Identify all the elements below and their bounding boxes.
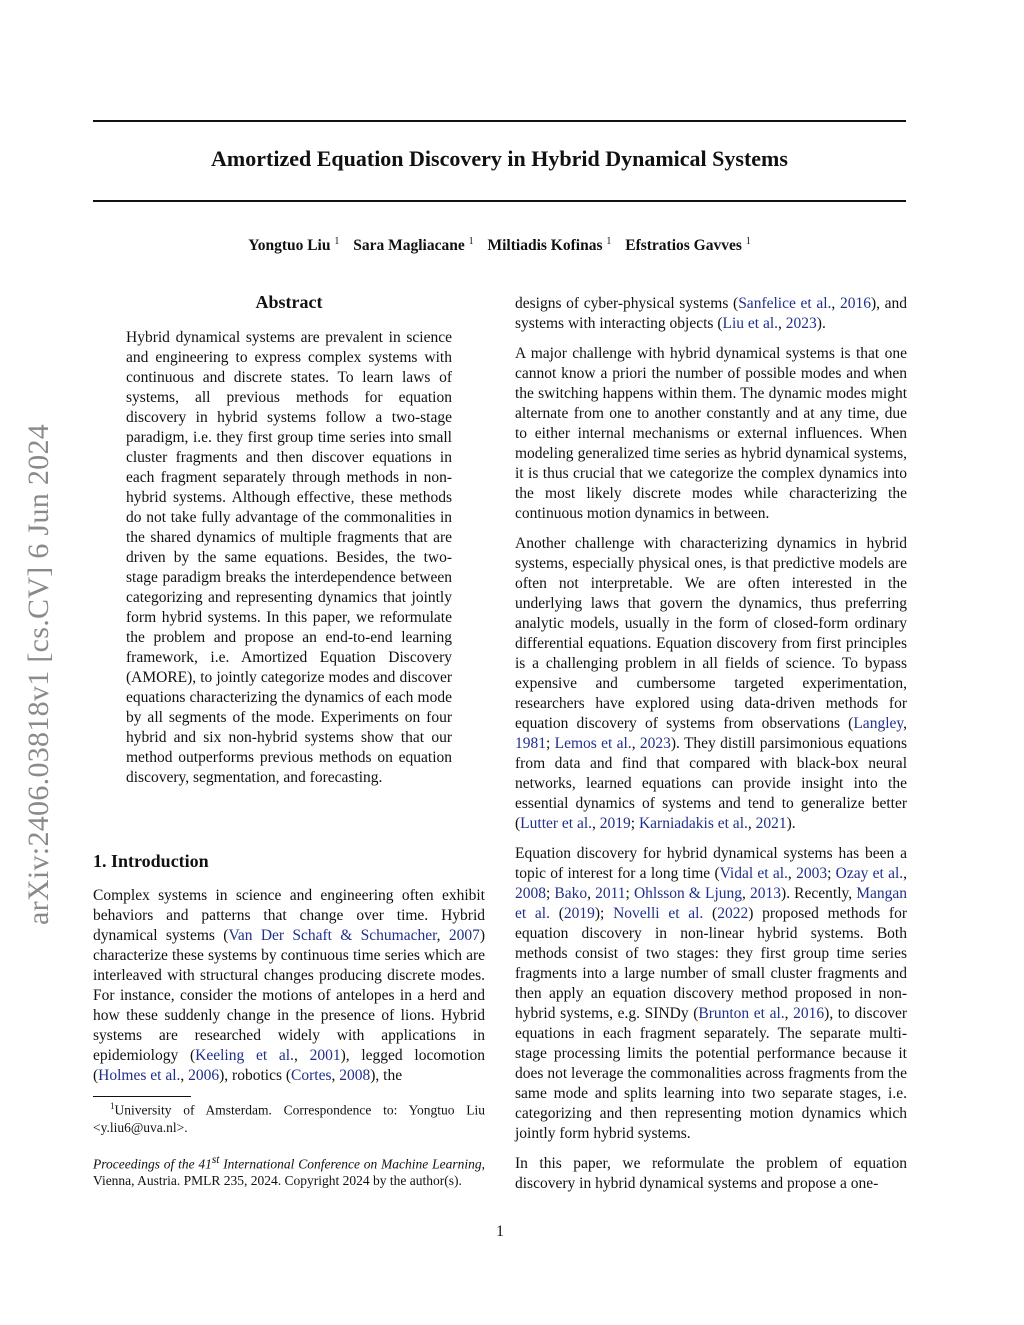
citation-link[interactable]: 2007: [448, 927, 480, 944]
paragraph: [515, 344, 907, 524]
citation-link[interactable]: Ozay et al.: [835, 865, 904, 882]
text-run: ) characterize these systems by continuous time series which are interleaved with structural changes producing discrete modes. For instance, consider the motions of antelopes in a herd and how these suddenly change in the presence of lions. Hybrid systems are researched widely with applications in epidemiology (: [93, 927, 486, 1064]
text-run: ;: [827, 865, 836, 882]
paragraph: [515, 1154, 907, 1194]
text-run: ). They distill parsimonious equations from data and find that compared with black-box neural networks, learned equations can provide insight into the essential dynamics of systems and tend to generalize better (: [515, 735, 907, 832]
text-run: ,: [903, 715, 907, 732]
text-run: ;: [546, 735, 555, 752]
text-run: ,: [787, 865, 797, 882]
text-run: Another challenge with characterizing dynamics in hybrid systems, especially physical ones, is that predictive models are often not interpretable. We are often interested in the underlying laws that govern the dynamics, thus preferring analytic models, usually in the form of closed-form ordinary differential equations. Equation discovery from first principles is a challenging problem in all fields of science. To bypass expensive and cumbersome targeted experimentation, researchers have explored using data-driven methods for equation discovery of systems from observations (: [515, 535, 907, 732]
paragraph: [515, 534, 907, 834]
paragraph: [93, 886, 485, 1086]
citation-link[interactable]: Langley: [853, 715, 904, 732]
citation-link[interactable]: 2019: [563, 905, 595, 922]
footnote: $^1$University of Amsterdam. Correspondence to: Yongtuo Liu <y.liu6@uva.nl>. Proceedings of the 41st International Conference on Machine Learning, Vienna, Austria. PMLR 235, 2024. Copyright 2024 by the author(s).: [93, 1101, 485, 1188]
citation-link[interactable]: Bako: [554, 885, 588, 902]
text-run: ;: [630, 815, 639, 832]
citation-link[interactable]: Novelli et al.: [613, 905, 704, 922]
text-run: ,: [631, 735, 640, 752]
text-run: ), robotics (: [219, 1067, 292, 1084]
citation-link[interactable]: Cortes: [291, 1067, 332, 1084]
text-run: ,: [587, 885, 596, 902]
text-run: designs of cyber-physical systems (: [515, 295, 739, 312]
citation-link[interactable]: 2022: [717, 905, 749, 922]
abstract-heading: Abstract: [255, 292, 323, 312]
text-run: Complex systems in science and engineering often exhibit behaviors and patterns that change over time. Hybrid dynamical systems (: [93, 887, 485, 944]
citation-link[interactable]: Brunton et al.: [698, 1005, 785, 1022]
title-bottom-rule: [93, 200, 906, 202]
text-run: A major challenge with hybrid dynamical systems is that one cannot know a priori the number of possible modes and when the switching happens within them. The dynamic modes might alternate from one to another constantly and at any time, due to either internal mechanisms or external influences. When modeling generalized time series as hybrid dynamical systems, it is thus crucial that we categorize the complex dynamics into the most likely discrete modes while characterizing the continuous motion dynamics in between.: [515, 345, 907, 522]
author: Sara Magliacane $^1$: [353, 236, 474, 255]
text-run: ,: [331, 1067, 340, 1084]
text-run: ), and systems with interacting objects (: [515, 295, 908, 332]
intro-right-column: [515, 294, 907, 1204]
text-run: ) proposed methods for equation discovery in non-linear hybrid systems. Both methods consist of two stages: they first group time series fragments into a large number of small cluster fragments and then apply an equation discovery method proposed in non-hybrid systems, e.g. SINDy (: [515, 905, 907, 1022]
affiliation-note: University of Amsterdam. Correspondence to: Yongtuo Liu <y.liu6@uva.nl>.: [93, 1102, 485, 1135]
text-run: ,: [436, 927, 449, 944]
author-list: [93, 236, 906, 255]
section-heading-introduction: 1. Introduction: [93, 851, 209, 871]
text-run: In this paper, we reformulate the problem of equation discovery in hybrid dynamical systems and propose a one-: [515, 1155, 907, 1192]
citation-link[interactable]: Lemos et al.: [554, 735, 632, 752]
citation-link[interactable]: 2003: [796, 865, 828, 882]
citation-link[interactable]: 2008: [515, 885, 546, 902]
text-run: ;: [625, 885, 634, 902]
text-run: ), the: [370, 1067, 403, 1084]
author: Yongtuo Liu $^1$: [248, 236, 340, 255]
text-run: ,: [831, 295, 840, 312]
text-run: ,: [592, 815, 600, 832]
text-run: ,: [293, 1047, 310, 1064]
intro-left-column: [93, 886, 485, 1096]
title-top-rule: [93, 120, 906, 122]
citation-link[interactable]: 1981: [515, 735, 546, 752]
text-run: ), to discover equations in each fragment separately. The separate multi-stage processing limits the potential performance because it does not leverage the commonalities across fragments from the same mode and splits learning into two separate stages, i.e. categorizing and then representing motion dynamics which jointly form hybrid systems.: [515, 1005, 907, 1142]
text-run: ).: [816, 315, 826, 332]
citation-link[interactable]: Holmes et al.: [98, 1067, 181, 1084]
citation-link[interactable]: Mangan et al.: [515, 885, 908, 922]
text-run: ).: [786, 815, 796, 832]
citation-link[interactable]: Lutter et al.: [520, 815, 593, 832]
citation-link[interactable]: 2016: [793, 1005, 825, 1022]
text-run: ,: [778, 315, 786, 332]
citation-link[interactable]: 2006: [188, 1067, 220, 1084]
page-number: 1: [496, 1223, 504, 1240]
text-run: ;: [546, 885, 555, 902]
author: Efstratios Gavves $^1$: [625, 236, 751, 255]
text-run: );: [594, 905, 614, 922]
text-run: Equation discovery for hybrid dynamical systems has been a topic of interest for a long time (: [515, 845, 907, 882]
text-run: ,: [180, 1067, 189, 1084]
citation-link[interactable]: 2001: [309, 1047, 341, 1064]
footnote-rule: [93, 1096, 191, 1097]
text-run: ,: [784, 1005, 794, 1022]
citation-link[interactable]: Vidal et al.: [719, 865, 788, 882]
citation-link[interactable]: Sanfelice et al.: [738, 295, 832, 312]
citation-link[interactable]: 2021: [755, 815, 787, 832]
citation-link[interactable]: Karniadakis et al.: [638, 815, 748, 832]
author: Miltiadis Kofinas $^1$: [487, 236, 612, 255]
paper-title: Amortized Equation Discovery in Hybrid Dynamical Systems: [211, 146, 788, 171]
text-run: ,: [903, 865, 908, 882]
text-run: (: [549, 905, 564, 922]
citation-link[interactable]: 2023: [785, 315, 817, 332]
citation-link[interactable]: Liu et al.: [722, 315, 779, 332]
citation-link[interactable]: Keeling et al.: [195, 1047, 294, 1064]
text-run: ), legged locomotion (: [93, 1047, 485, 1084]
proceedings-note: Proceedings of the 41st International Conference on Machine Learning, Vienna, Austria. PMLR 235, 2024. Copyright 2024 by the author(s).: [93, 1153, 485, 1188]
citation-link[interactable]: 2011: [595, 885, 626, 902]
abstract-text: Hybrid dynamical systems are prevalent in science and engineering to express complex systems with continuous and discrete states. To learn laws of systems, all previous methods for equation discovery in hybrid systems follow a two-stage paradigm, i.e. they first group time series into small cluster fragments and then discover equations in each fragment separately through methods in non-hybrid systems. Although effective, these methods do not take fully advantage of the commonalities in the shared dynamics of multiple fragments that are driven by the same equations. Besides, the two-stage paradigm breaks the interdependence between categorizing and representing dynamics that jointly form hybrid systems. In this paper, we reformulate the problem and propose an end-to-end learning framework, i.e. Amortized Equation Discovery (AMORE), to jointly categorize modes and discover equations characterizing the dynamics of each mode by all segments of the mode. Experiments on four hybrid and six non-hybrid systems show that our method outperforms previous methods on equation discovery, segmentation, and forecasting.: [126, 329, 452, 786]
paragraph: [515, 844, 907, 1144]
citation-link[interactable]: 2016: [839, 295, 871, 312]
arxiv-identifier: arXiv:2406.03818v1 [cs.CV] 6 Jun 2024: [22, 423, 55, 925]
citation-link[interactable]: 2019: [599, 815, 631, 832]
citation-link[interactable]: Van Der Schaft & Schumacher: [228, 927, 437, 944]
citation-link[interactable]: 2013: [750, 885, 782, 902]
paragraph: [515, 294, 907, 334]
citation-link[interactable]: 2008: [339, 1067, 371, 1084]
text-run: ,: [742, 885, 751, 902]
text-run: (: [703, 905, 718, 922]
citation-link[interactable]: 2023: [639, 735, 671, 752]
text-run: ). Recently,: [781, 885, 857, 902]
citation-link[interactable]: Ohlsson & Ljung: [633, 885, 743, 902]
text-run: ,: [747, 815, 756, 832]
